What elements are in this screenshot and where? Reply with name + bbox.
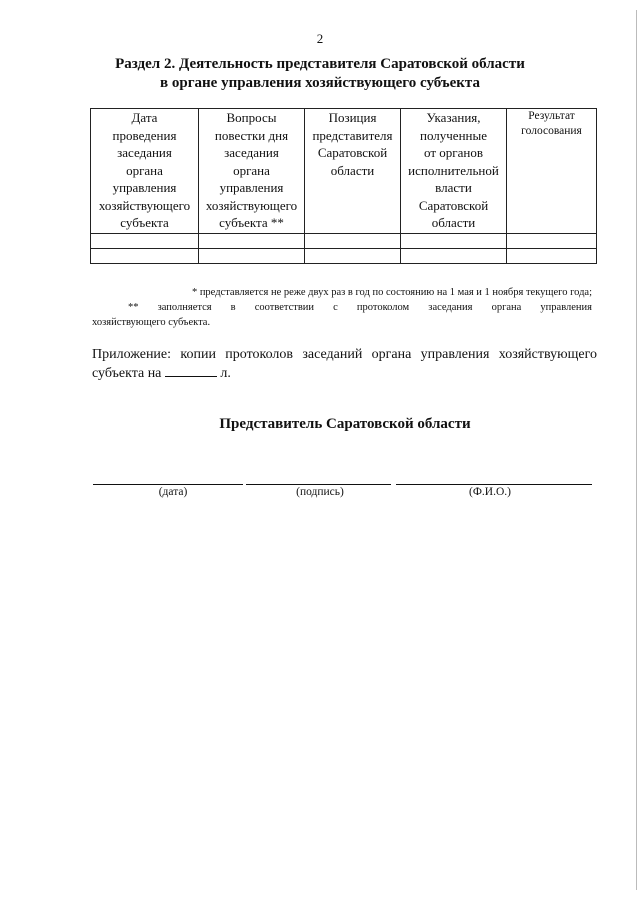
activity-table bbox=[90, 108, 597, 264]
footnote-1: * представляется не реже двух раз в год по состоянию на 1 мая и 1 ноября текущего года; bbox=[191, 287, 592, 298]
header-text-line: повестки дня bbox=[214, 127, 289, 143]
appendix-line2-prefix: субъекта на bbox=[92, 366, 162, 381]
header-text-line: заседания bbox=[117, 145, 172, 160]
header-text-line: области bbox=[431, 215, 476, 230]
header-text-line: Саратовской bbox=[418, 197, 489, 213]
section-title-line2: в органе управления хозяйствующего субъекта bbox=[160, 75, 480, 91]
header-text-line: полученные bbox=[420, 127, 487, 143]
header-text-line: Дата bbox=[131, 110, 158, 125]
section-title-line1: Раздел 2. Деятельность представителя Саратовской области bbox=[115, 56, 525, 72]
header-text-line: Вопросы bbox=[226, 110, 277, 125]
header-voting-result bbox=[507, 109, 597, 234]
scan-edge-mark bbox=[636, 10, 637, 890]
footnote-2-line2: хозяйствующего субъекта. bbox=[92, 317, 211, 328]
header-text-line: исполнительной bbox=[408, 162, 499, 178]
table-row bbox=[91, 234, 597, 249]
header-text-line: заседания bbox=[224, 145, 279, 160]
header-text-line: субъекта bbox=[120, 215, 169, 230]
date-label: (дата) bbox=[158, 486, 188, 498]
appendix-line1: Приложение: копии протоколов заседаний органа управления хозяйствующего bbox=[92, 347, 597, 362]
footnotes bbox=[92, 285, 592, 330]
table-cell bbox=[305, 249, 401, 264]
table-row bbox=[91, 249, 597, 264]
table-cell bbox=[199, 249, 305, 264]
header-text-line: управления bbox=[219, 180, 284, 195]
header-text-line: органа bbox=[233, 162, 270, 178]
header-text-line: области bbox=[330, 162, 375, 178]
table-cell bbox=[401, 234, 507, 249]
header-text-line: хозяйствующего bbox=[205, 197, 298, 213]
header-text-line: власти bbox=[435, 180, 472, 195]
name-line bbox=[396, 484, 592, 485]
table-cell bbox=[401, 249, 507, 264]
header-instructions bbox=[401, 109, 507, 234]
header-text-line: Результат bbox=[528, 110, 575, 122]
header-text-line: представителя bbox=[312, 127, 393, 143]
table-cell bbox=[199, 234, 305, 249]
header-text-line: Саратовской bbox=[317, 145, 388, 160]
appendix bbox=[92, 346, 597, 383]
section-title bbox=[0, 55, 640, 93]
date-line bbox=[93, 484, 243, 485]
header-text-line: Указания, bbox=[426, 110, 481, 125]
header-text-line: органа bbox=[126, 162, 163, 178]
header-text-line: проведения bbox=[112, 127, 177, 143]
signature-line bbox=[246, 484, 391, 485]
name-label: (Ф.И.О.) bbox=[469, 486, 511, 498]
header-text-line: хозяйствующего bbox=[98, 197, 191, 213]
page-number: 2 bbox=[316, 31, 324, 46]
table-cell bbox=[305, 234, 401, 249]
appendix-line2-suffix: л. bbox=[220, 366, 231, 381]
footnote-2-line1: ** заполняется в соответствии с протоколом заседания органа управления bbox=[128, 302, 592, 313]
table-cell bbox=[507, 249, 597, 264]
table-cell bbox=[91, 249, 199, 264]
header-text-line: управления bbox=[112, 180, 177, 195]
page-count-blank bbox=[165, 364, 217, 377]
header-agenda-questions bbox=[199, 109, 305, 234]
header-text-line: голосования bbox=[521, 125, 582, 137]
header-representative-position bbox=[305, 109, 401, 234]
header-text-line: от органов bbox=[424, 145, 483, 160]
representative-heading: Представитель Саратовской области bbox=[219, 416, 471, 432]
header-text-line: субъекта ** bbox=[219, 215, 284, 230]
table-header-row bbox=[91, 109, 597, 234]
header-text-line: Позиция bbox=[328, 110, 377, 125]
appendix-line2 bbox=[92, 364, 597, 383]
signature-label: (подпись) bbox=[296, 486, 344, 498]
header-meeting-date bbox=[91, 109, 199, 234]
table-cell bbox=[507, 234, 597, 249]
table-cell bbox=[91, 234, 199, 249]
